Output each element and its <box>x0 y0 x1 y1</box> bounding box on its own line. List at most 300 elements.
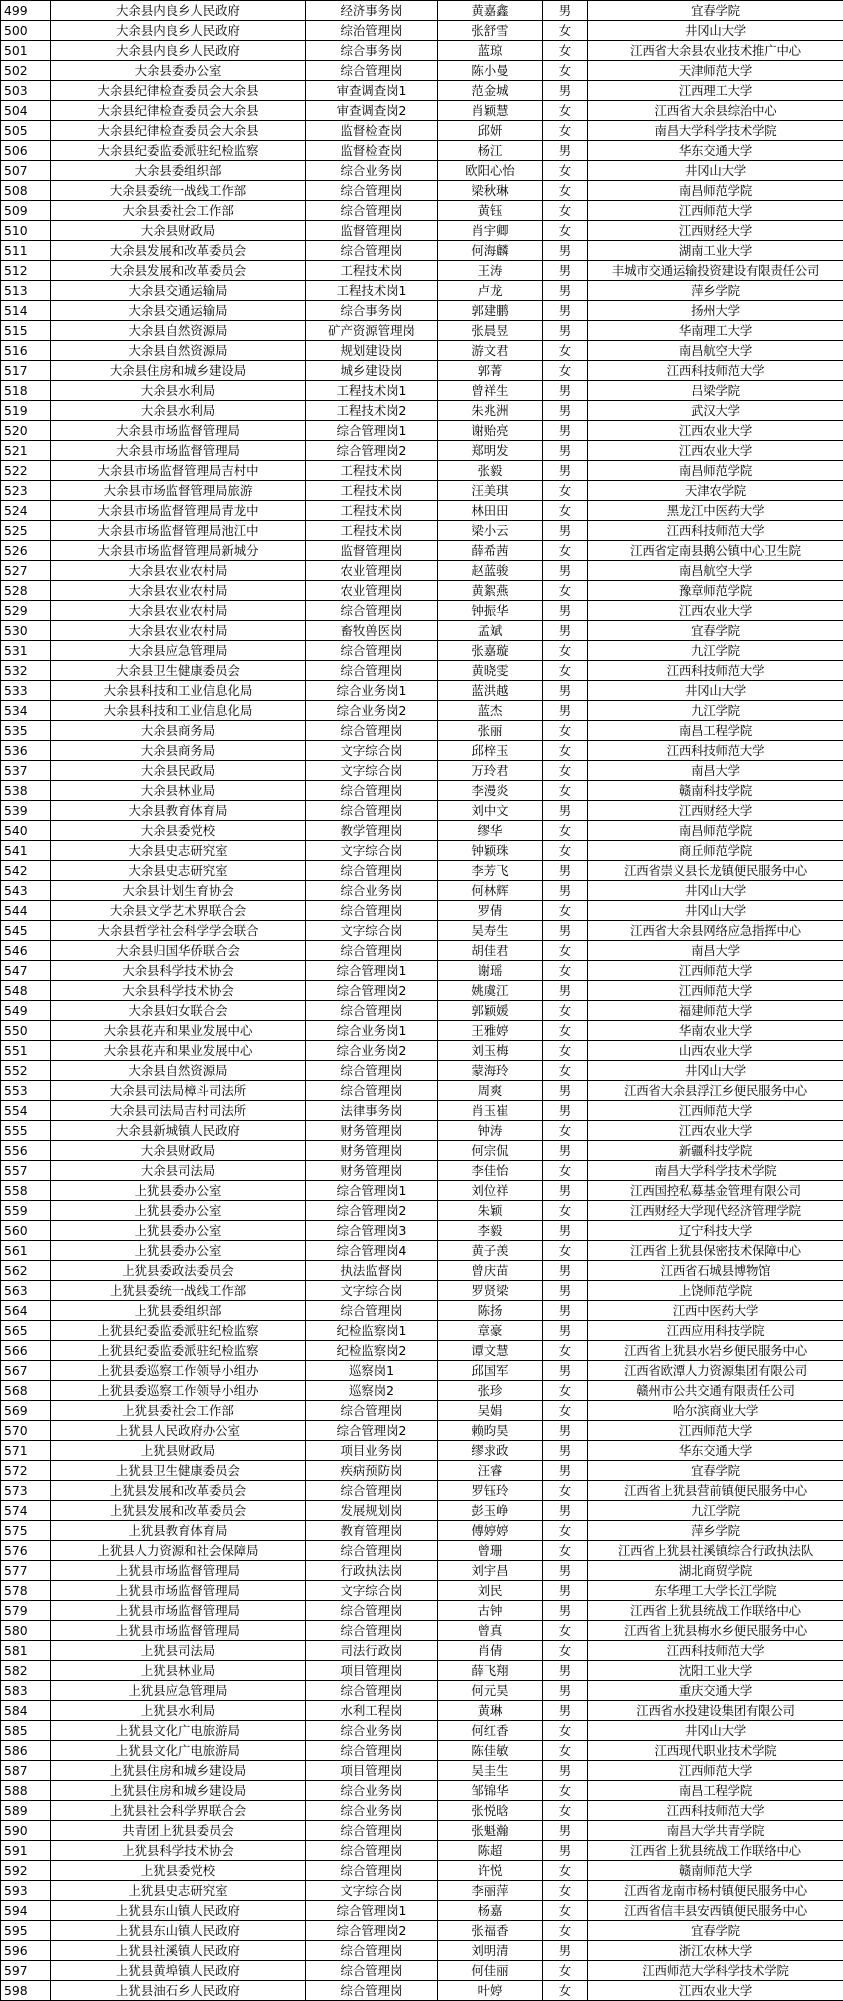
gender-cell: 女 <box>543 721 588 741</box>
school-cell: 宜春学院 <box>588 1 843 21</box>
serial-number-cell: 518 <box>1 381 51 401</box>
gender-cell: 女 <box>543 1481 588 1501</box>
table-row <box>1 1761 843 1781</box>
serial-number-cell: 512 <box>1 261 51 281</box>
name-cell: 张魁瀚 <box>438 1821 543 1841</box>
gender-cell: 女 <box>543 1241 588 1261</box>
table-row <box>1 921 843 941</box>
name-cell: 何元昊 <box>438 1681 543 1701</box>
table-row <box>1 441 843 461</box>
unit-cell: 大余县内良乡人民政府 <box>51 1 306 21</box>
gender-cell: 女 <box>543 1801 588 1821</box>
serial-number-cell: 589 <box>1 1801 51 1821</box>
unit-cell: 上犹县委巡察工作领导小组办 <box>51 1381 306 1401</box>
gender-cell: 男 <box>543 461 588 481</box>
position-cell: 财务管理岗 <box>306 1141 438 1161</box>
serial-number-cell: 588 <box>1 1781 51 1801</box>
table-row <box>1 1521 843 1541</box>
gender-cell: 男 <box>543 381 588 401</box>
serial-number-cell: 532 <box>1 661 51 681</box>
gender-cell: 男 <box>543 1581 588 1601</box>
school-cell: 江西理工大学 <box>588 81 843 101</box>
table-row <box>1 481 843 501</box>
table-row <box>1 1161 843 1181</box>
name-cell: 吴娟 <box>438 1401 543 1421</box>
name-cell: 张晨昱 <box>438 321 543 341</box>
position-cell: 农业管理岗 <box>306 581 438 601</box>
unit-cell: 上犹县林业局 <box>51 1661 306 1681</box>
serial-number-cell: 574 <box>1 1501 51 1521</box>
position-cell: 综合管理岗4 <box>306 1241 438 1261</box>
serial-number-cell: 533 <box>1 681 51 701</box>
school-cell: 江西科技师范大学 <box>588 361 843 381</box>
gender-cell: 女 <box>543 1021 588 1041</box>
school-cell: 哈尔滨商业大学 <box>588 1401 843 1421</box>
name-cell: 杨江 <box>438 141 543 161</box>
position-cell: 综合管理岗 <box>306 661 438 681</box>
gender-cell: 男 <box>543 621 588 641</box>
unit-cell: 上犹县纪委监委派驻纪检监察 <box>51 1341 306 1361</box>
name-cell: 李漫炎 <box>438 781 543 801</box>
unit-cell: 大余县交通运输局 <box>51 281 306 301</box>
table-row <box>1 1241 843 1261</box>
gender-cell: 男 <box>543 1321 588 1341</box>
table-row <box>1 1481 843 1501</box>
serial-number-cell: 557 <box>1 1161 51 1181</box>
position-cell: 综合管理岗 <box>306 801 438 821</box>
name-cell: 黄晓雯 <box>438 661 543 681</box>
table-row <box>1 841 843 861</box>
name-cell: 张毅 <box>438 461 543 481</box>
gender-cell: 男 <box>543 241 588 261</box>
school-cell: 华东交通大学 <box>588 1441 843 1461</box>
name-cell: 杨嘉 <box>438 1901 543 1921</box>
name-cell: 赖昀昊 <box>438 1421 543 1441</box>
gender-cell: 女 <box>543 1741 588 1761</box>
position-cell: 工程技术岗 <box>306 481 438 501</box>
unit-cell: 大余县自然资源局 <box>51 341 306 361</box>
serial-number-cell: 525 <box>1 521 51 541</box>
name-cell: 邱妍 <box>438 121 543 141</box>
unit-cell: 大余县纪律检查委员会大余县 <box>51 121 306 141</box>
name-cell: 曾祥生 <box>438 381 543 401</box>
table-row <box>1 1041 843 1061</box>
serial-number-cell: 540 <box>1 821 51 841</box>
serial-number-cell: 554 <box>1 1101 51 1121</box>
serial-number-cell: 499 <box>1 1 51 21</box>
serial-number-cell: 507 <box>1 161 51 181</box>
position-cell: 综合管理岗 <box>306 641 438 661</box>
name-cell: 姚虞江 <box>438 981 543 1001</box>
school-cell: 华东交通大学 <box>588 141 843 161</box>
school-cell: 九江学院 <box>588 641 843 661</box>
unit-cell: 大余县司法局吉村司法所 <box>51 1101 306 1121</box>
position-cell: 综合管理岗 <box>306 1941 438 1961</box>
gender-cell: 男 <box>543 301 588 321</box>
unit-cell: 大余县民政局 <box>51 761 306 781</box>
gender-cell: 女 <box>543 821 588 841</box>
name-cell: 刘中文 <box>438 801 543 821</box>
serial-number-cell: 582 <box>1 1661 51 1681</box>
table-row <box>1 1881 843 1901</box>
serial-number-cell: 513 <box>1 281 51 301</box>
position-cell: 工程技术岗2 <box>306 401 438 421</box>
unit-cell: 上犹县司法局 <box>51 1641 306 1661</box>
name-cell: 张嘉璇 <box>438 641 543 661</box>
school-cell: 井冈山大学 <box>588 1061 843 1081</box>
position-cell: 综合管理岗 <box>306 1001 438 1021</box>
unit-cell: 大余县自然资源局 <box>51 321 306 341</box>
serial-number-cell: 506 <box>1 141 51 161</box>
gender-cell: 女 <box>543 1001 588 1021</box>
unit-cell: 大余县市场监督管理局 <box>51 421 306 441</box>
school-cell: 赣州市公共交通有限责任公司 <box>588 1381 843 1401</box>
gender-cell: 女 <box>543 161 588 181</box>
name-cell: 邱国军 <box>438 1361 543 1381</box>
school-cell: 天津师范大学 <box>588 61 843 81</box>
school-cell: 丰城市交通运输投资建设有限责任公司 <box>588 261 843 281</box>
gender-cell: 女 <box>543 1641 588 1661</box>
name-cell: 邹锦华 <box>438 1781 543 1801</box>
table-row <box>1 461 843 481</box>
unit-cell: 大余县新城镇人民政府 <box>51 1121 306 1141</box>
unit-cell: 大余县商务局 <box>51 721 306 741</box>
position-cell: 教育管理岗 <box>306 1521 438 1541</box>
school-cell: 江西省上犹县保密技术保障中心 <box>588 1241 843 1261</box>
serial-number-cell: 562 <box>1 1261 51 1281</box>
name-cell: 谢瑶 <box>438 961 543 981</box>
position-cell: 综合管理岗 <box>306 1081 438 1101</box>
serial-number-cell: 594 <box>1 1901 51 1921</box>
gender-cell: 女 <box>543 1121 588 1141</box>
table-row <box>1 641 843 661</box>
school-cell: 江西省上犹县统战工作联络中心 <box>588 1601 843 1621</box>
name-cell: 陈超 <box>438 1841 543 1861</box>
position-cell: 综合管理岗 <box>306 1601 438 1621</box>
serial-number-cell: 563 <box>1 1281 51 1301</box>
serial-number-cell: 575 <box>1 1521 51 1541</box>
table-row <box>1 81 843 101</box>
position-cell: 项目管理岗 <box>306 1661 438 1681</box>
unit-cell: 大余县教育体育局 <box>51 801 306 821</box>
school-cell: 江西师范大学 <box>588 1101 843 1121</box>
school-cell: 江西师范大学 <box>588 1761 843 1781</box>
gender-cell: 女 <box>543 1201 588 1221</box>
table-row <box>1 201 843 221</box>
unit-cell: 大余县卫生健康委员会 <box>51 661 306 681</box>
school-cell: 江西师范大学科学技术学院 <box>588 1961 843 1981</box>
position-cell: 文字综合岗 <box>306 921 438 941</box>
gender-cell: 男 <box>543 81 588 101</box>
name-cell: 李毅 <box>438 1221 543 1241</box>
name-cell: 汪睿 <box>438 1461 543 1481</box>
position-cell: 综合事务岗 <box>306 301 438 321</box>
table-row <box>1 341 843 361</box>
serial-number-cell: 571 <box>1 1441 51 1461</box>
school-cell: 九江学院 <box>588 701 843 721</box>
serial-number-cell: 595 <box>1 1921 51 1941</box>
name-cell: 黄絮燕 <box>438 581 543 601</box>
name-cell: 吴寿生 <box>438 921 543 941</box>
unit-cell: 大余县委统一战线工作部 <box>51 181 306 201</box>
gender-cell: 女 <box>543 1061 588 1081</box>
position-cell: 综合管理岗 <box>306 1401 438 1421</box>
gender-cell: 女 <box>543 21 588 41</box>
unit-cell: 大余县委组织部 <box>51 161 306 181</box>
gender-cell: 女 <box>543 541 588 561</box>
gender-cell: 男 <box>543 1761 588 1781</box>
serial-number-cell: 578 <box>1 1581 51 1601</box>
serial-number-cell: 534 <box>1 701 51 721</box>
position-cell: 规划建设岗 <box>306 341 438 361</box>
school-cell: 南昌工程学院 <box>588 1781 843 1801</box>
gender-cell: 女 <box>543 1041 588 1061</box>
table-row <box>1 1801 843 1821</box>
name-cell: 薛希茜 <box>438 541 543 561</box>
gender-cell: 男 <box>543 701 588 721</box>
unit-cell: 大余县内良乡人民政府 <box>51 41 306 61</box>
school-cell: 井冈山大学 <box>588 901 843 921</box>
name-cell: 欧阳心怡 <box>438 161 543 181</box>
table-row <box>1 1021 843 1041</box>
name-cell: 叶婷 <box>438 1981 543 2001</box>
table-row <box>1 1901 843 1921</box>
position-cell: 综合管理岗 <box>306 1961 438 1981</box>
position-cell: 文字综合岗 <box>306 761 438 781</box>
gender-cell: 男 <box>543 1141 588 1161</box>
position-cell: 巡察岗1 <box>306 1361 438 1381</box>
table-row <box>1 561 843 581</box>
school-cell: 黑龙江中医药大学 <box>588 501 843 521</box>
serial-number-cell: 517 <box>1 361 51 381</box>
table-row <box>1 1101 843 1121</box>
school-cell: 江西省上犹县营前镇便民服务中心 <box>588 1481 843 1501</box>
serial-number-cell: 584 <box>1 1701 51 1721</box>
table-row <box>1 1281 843 1301</box>
table-row <box>1 1501 843 1521</box>
position-cell: 综合管理岗2 <box>306 1421 438 1441</box>
gender-cell: 女 <box>543 1781 588 1801</box>
school-cell: 福建师范大学 <box>588 1001 843 1021</box>
serial-number-cell: 501 <box>1 41 51 61</box>
serial-number-cell: 530 <box>1 621 51 641</box>
table-row <box>1 1721 843 1741</box>
position-cell: 项目管理岗 <box>306 1761 438 1781</box>
position-cell: 综合管理岗 <box>306 1981 438 2001</box>
school-cell: 天津农学院 <box>588 481 843 501</box>
position-cell: 综合管理岗 <box>306 181 438 201</box>
serial-number-cell: 590 <box>1 1821 51 1841</box>
gender-cell: 男 <box>543 561 588 581</box>
school-cell: 华南农业大学 <box>588 1021 843 1041</box>
school-cell: 江西财经大学 <box>588 801 843 821</box>
position-cell: 综合管理岗 <box>306 1541 438 1561</box>
gender-cell: 男 <box>543 801 588 821</box>
position-cell: 综合管理岗 <box>306 1621 438 1641</box>
school-cell: 重庆交通大学 <box>588 1681 843 1701</box>
table-row <box>1 261 843 281</box>
gender-cell: 女 <box>543 201 588 221</box>
position-cell: 综合管理岗2 <box>306 981 438 1001</box>
unit-cell: 上犹县市场监督管理局 <box>51 1581 306 1601</box>
gender-cell: 男 <box>543 401 588 421</box>
name-cell: 周爽 <box>438 1081 543 1101</box>
table-row <box>1 1741 843 1761</box>
position-cell: 综合管理岗 <box>306 901 438 921</box>
gender-cell: 男 <box>543 1701 588 1721</box>
table-row <box>1 881 843 901</box>
position-cell: 监督管理岗 <box>306 221 438 241</box>
table-row <box>1 1701 843 1721</box>
gender-cell: 女 <box>543 1901 588 1921</box>
table-row <box>1 101 843 121</box>
name-cell: 缪华 <box>438 821 543 841</box>
name-cell: 朱兆洲 <box>438 401 543 421</box>
school-cell: 井冈山大学 <box>588 161 843 181</box>
gender-cell: 女 <box>543 761 588 781</box>
gender-cell: 女 <box>543 1381 588 1401</box>
serial-number-cell: 500 <box>1 21 51 41</box>
school-cell: 宜春学院 <box>588 621 843 641</box>
serial-number-cell: 523 <box>1 481 51 501</box>
table-row <box>1 601 843 621</box>
name-cell: 曾庆苗 <box>438 1261 543 1281</box>
serial-number-cell: 597 <box>1 1961 51 1981</box>
unit-cell: 大余县农业农村局 <box>51 621 306 641</box>
table-row <box>1 1121 843 1141</box>
gender-cell: 女 <box>543 741 588 761</box>
gender-cell: 男 <box>543 1281 588 1301</box>
unit-cell: 上犹县纪委监委派驻纪检监察 <box>51 1321 306 1341</box>
school-cell: 商丘师范学院 <box>588 841 843 861</box>
serial-number-cell: 515 <box>1 321 51 341</box>
unit-cell: 大余县水利局 <box>51 401 306 421</box>
name-cell: 游文君 <box>438 341 543 361</box>
table-row <box>1 961 843 981</box>
name-cell: 张丽 <box>438 721 543 741</box>
school-cell: 山西农业大学 <box>588 1041 843 1061</box>
serial-number-cell: 544 <box>1 901 51 921</box>
unit-cell: 上犹县委组织部 <box>51 1301 306 1321</box>
position-cell: 教学管理岗 <box>306 821 438 841</box>
gender-cell: 男 <box>543 1441 588 1461</box>
position-cell: 监督管理岗 <box>306 541 438 561</box>
serial-number-cell: 541 <box>1 841 51 861</box>
name-cell: 缪求政 <box>438 1441 543 1461</box>
name-cell: 孟斌 <box>438 621 543 641</box>
unit-cell: 上犹县委办公室 <box>51 1181 306 1201</box>
gender-cell: 女 <box>543 361 588 381</box>
table-row <box>1 1581 843 1601</box>
name-cell: 何宗侃 <box>438 1141 543 1161</box>
school-cell: 南昌大学共青学院 <box>588 1821 843 1841</box>
table-row <box>1 1 843 21</box>
position-cell: 项目业务岗 <box>306 1441 438 1461</box>
name-cell: 蓝洪越 <box>438 681 543 701</box>
table-row <box>1 1781 843 1801</box>
serial-number-cell: 505 <box>1 121 51 141</box>
serial-number-cell: 580 <box>1 1621 51 1641</box>
gender-cell: 女 <box>543 1341 588 1361</box>
name-cell: 吴圭生 <box>438 1761 543 1781</box>
unit-cell: 上犹县委社会工作部 <box>51 1401 306 1421</box>
unit-cell: 大余县花卉和果业发展中心 <box>51 1021 306 1041</box>
gender-cell: 女 <box>543 1981 588 2001</box>
unit-cell: 大余县纪律检查委员会大余县 <box>51 81 306 101</box>
table-row <box>1 1341 843 1361</box>
unit-cell: 上犹县应急管理局 <box>51 1681 306 1701</box>
gender-cell: 男 <box>543 1461 588 1481</box>
unit-cell: 上犹县委办公室 <box>51 1201 306 1221</box>
unit-cell: 大余县计划生育协会 <box>51 881 306 901</box>
school-cell: 九江学院 <box>588 1501 843 1521</box>
serial-number-cell: 566 <box>1 1341 51 1361</box>
serial-number-cell: 565 <box>1 1321 51 1341</box>
serial-number-cell: 593 <box>1 1881 51 1901</box>
unit-cell: 大余县纪律检查委员会大余县 <box>51 101 306 121</box>
gender-cell: 男 <box>543 921 588 941</box>
unit-cell: 上犹县发展和改革委员会 <box>51 1501 306 1521</box>
table-row <box>1 1681 843 1701</box>
school-cell: 江西应用科技学院 <box>588 1321 843 1341</box>
position-cell: 监督检查岗 <box>306 141 438 161</box>
table-row <box>1 301 843 321</box>
position-cell: 工程技术岗1 <box>306 281 438 301</box>
table-row <box>1 1961 843 1981</box>
school-cell: 浙江农林大学 <box>588 1941 843 1961</box>
school-cell: 江西师范大学 <box>588 961 843 981</box>
name-cell: 胡佳君 <box>438 941 543 961</box>
unit-cell: 上犹县教育体育局 <box>51 1521 306 1541</box>
gender-cell: 女 <box>543 661 588 681</box>
position-cell: 法律事务岗 <box>306 1101 438 1121</box>
school-cell: 江西财经大学现代经济管理学院 <box>588 1201 843 1221</box>
table-row <box>1 861 843 881</box>
serial-number-cell: 573 <box>1 1481 51 1501</box>
unit-cell: 大余县发展和改革委员会 <box>51 241 306 261</box>
school-cell: 南昌师范学院 <box>588 461 843 481</box>
school-cell: 江西师范大学 <box>588 981 843 1001</box>
gender-cell: 男 <box>543 521 588 541</box>
table-row <box>1 581 843 601</box>
table-row <box>1 221 843 241</box>
unit-cell: 大余县住房和城乡建设局 <box>51 361 306 381</box>
position-cell: 综合管理岗2 <box>306 1201 438 1221</box>
position-cell: 文字综合岗 <box>306 1581 438 1601</box>
serial-number-cell: 550 <box>1 1021 51 1041</box>
position-cell: 综合管理岗3 <box>306 1221 438 1241</box>
table-row <box>1 281 843 301</box>
unit-cell: 大余县农业农村局 <box>51 601 306 621</box>
school-cell: 江西科技师范大学 <box>588 661 843 681</box>
unit-cell: 大余县文学艺术界联合会 <box>51 901 306 921</box>
unit-cell: 大余县水利局 <box>51 381 306 401</box>
position-cell: 综合管理岗 <box>306 1841 438 1861</box>
unit-cell: 上犹县市场监督管理局 <box>51 1601 306 1621</box>
school-cell: 南昌师范学院 <box>588 821 843 841</box>
gender-cell: 女 <box>543 961 588 981</box>
gender-cell: 男 <box>543 441 588 461</box>
school-cell: 江西省上犹县社溪镇综合行政执法队 <box>588 1541 843 1561</box>
school-cell: 井冈山大学 <box>588 881 843 901</box>
table-row <box>1 1601 843 1621</box>
table-row <box>1 1061 843 1081</box>
position-cell: 综合业务岗1 <box>306 1021 438 1041</box>
school-cell: 江西农业大学 <box>588 1121 843 1141</box>
table-row <box>1 1841 843 1861</box>
position-cell: 综合管理岗 <box>306 201 438 221</box>
gender-cell: 女 <box>543 1861 588 1881</box>
